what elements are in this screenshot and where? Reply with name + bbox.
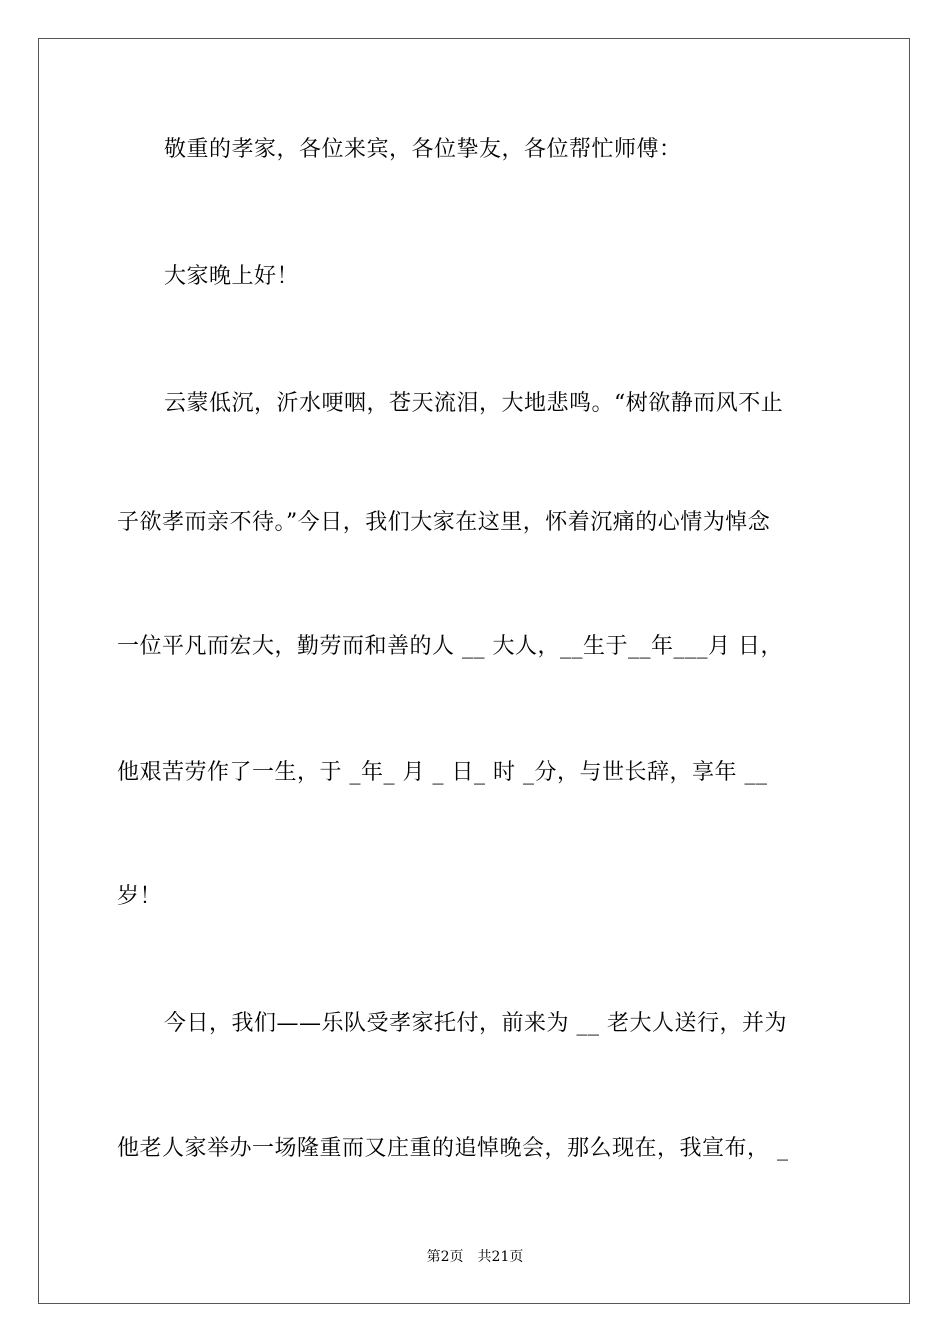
page-number-total: 共21页 xyxy=(477,1249,524,1265)
paragraph-line: 岁！ xyxy=(117,884,163,909)
page-footer xyxy=(0,1248,950,1266)
paragraph-line: 他艰苦劳作了一生，于 _年_ 月 _ 日_ 时 _分，与世长辞，享年 __ xyxy=(117,760,768,785)
paragraph-line: 敬重的孝家，各位来宾，各位挚友，各位帮忙师傅： xyxy=(164,137,682,162)
paragraph-line: 今日，我们——乐队受孝家托付，前来为 __ 老大人送行，并为 xyxy=(164,1011,787,1036)
paragraph-line: 大家晚上好！ xyxy=(164,264,300,289)
page-number-current: 第2页 xyxy=(426,1249,464,1265)
paragraph-line: 云蒙低沉，沂水哽咽，苍天流泪，大地悲鸣。“树欲静而风不止 xyxy=(164,391,784,416)
paragraph-line: 他老人家举办一场隆重而又庄重的追悼晚会，那么现在，我宣布， _ xyxy=(117,1136,789,1161)
paragraph-line: 子欲孝而亲不待。”今日，我们大家在这里，怀着沉痛的心情为悼念 xyxy=(117,510,771,535)
paragraph-line: 一位平凡而宏大，勤劳而和善的人 __ 大人，__生于__年___月 日， xyxy=(117,634,783,659)
page-border xyxy=(38,38,910,1304)
